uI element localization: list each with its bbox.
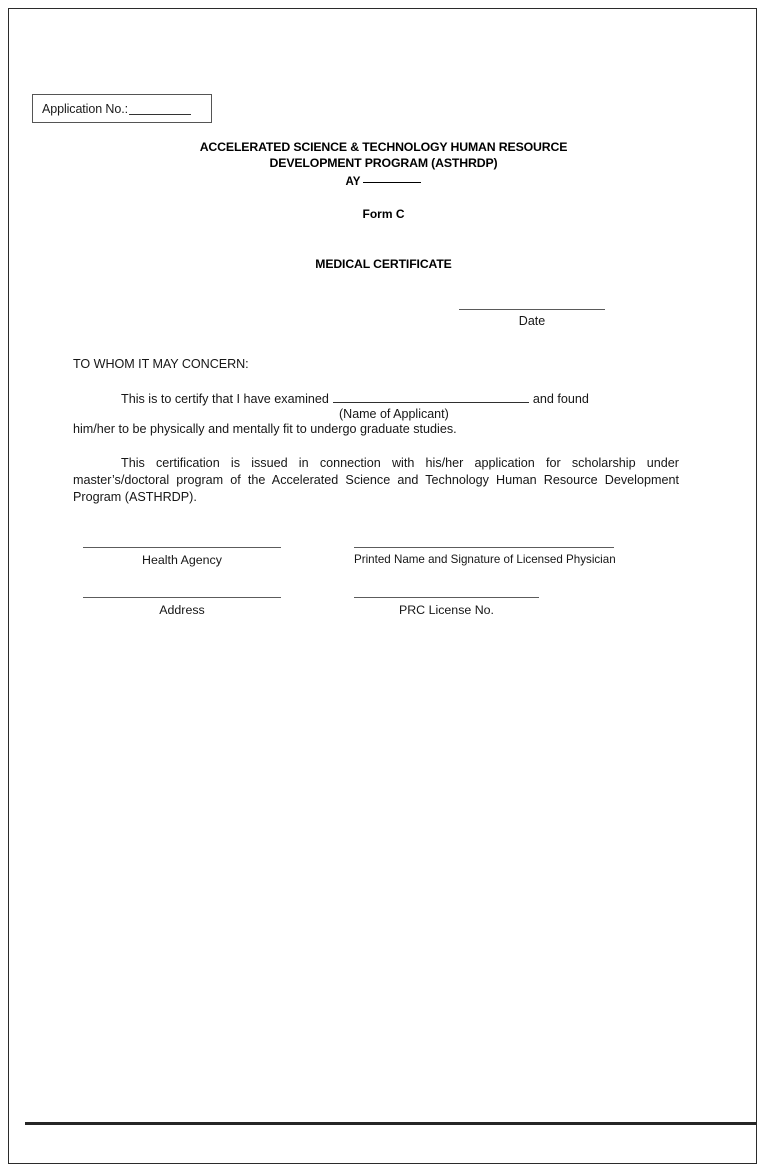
form-code: Form C xyxy=(362,207,405,221)
certify-line xyxy=(73,390,679,406)
health-agency-input[interactable] xyxy=(83,547,281,548)
application-number-box xyxy=(32,94,212,123)
address-input[interactable] xyxy=(83,597,281,598)
applicant-name-caption: (Name of Applicant) xyxy=(339,407,449,421)
prc-license-caption: PRC License No. xyxy=(398,603,495,617)
academic-year-input[interactable] xyxy=(363,172,421,183)
application-number-label: Application No.: xyxy=(42,101,128,116)
academic-year-row xyxy=(9,172,758,190)
health-agency-caption: Health Agency xyxy=(142,553,222,567)
page-title: MEDICAL CERTIFICATE xyxy=(315,257,452,271)
program-title-line-2: DEVELOPMENT PROGRAM (ASTHRDP) xyxy=(269,156,498,170)
fitness-statement: him/her to be physically and mentally fit to undergo graduate studies. xyxy=(73,422,457,436)
academic-year-label: AY xyxy=(345,176,361,188)
program-title-line-1: ACCELERATED SCIENCE & TECHNOLOGY HUMAN RESOURCE xyxy=(199,140,568,154)
date-caption: Date xyxy=(518,314,546,328)
prc-license-field xyxy=(354,597,539,617)
signature-row-top xyxy=(9,547,758,587)
physician-signature-field xyxy=(354,547,614,566)
physician-signature-input[interactable] xyxy=(354,547,614,548)
document-header xyxy=(9,139,758,190)
footer-divider xyxy=(25,1122,757,1125)
health-agency-field xyxy=(83,547,281,567)
certify-suffix-text: and found xyxy=(532,392,589,406)
page-frame xyxy=(8,8,757,1164)
application-number-input[interactable] xyxy=(129,103,191,115)
certification-statement xyxy=(73,390,679,436)
signature-row-bottom xyxy=(9,597,758,637)
address-field xyxy=(83,597,281,617)
document-body xyxy=(73,356,679,506)
addressee-line: TO WHOM IT MAY CONCERN: xyxy=(73,357,249,371)
certify-prefix-text: This is to certify that I have examined xyxy=(121,392,329,406)
prc-license-input[interactable] xyxy=(354,597,539,598)
date-field-block xyxy=(459,309,605,328)
applicant-name-input[interactable] xyxy=(333,390,529,403)
date-input-rule[interactable] xyxy=(459,309,605,310)
issuance-paragraph: This certification is issued in connection with his/her application for scholarship under master’s/doctoral program of the Accelerated Science and Technology Human Resource Development Program (ASTHRDP). xyxy=(73,456,679,504)
physician-signature-caption: Printed Name and Signature of Licensed Physician xyxy=(354,553,616,566)
address-caption: Address xyxy=(159,603,205,617)
